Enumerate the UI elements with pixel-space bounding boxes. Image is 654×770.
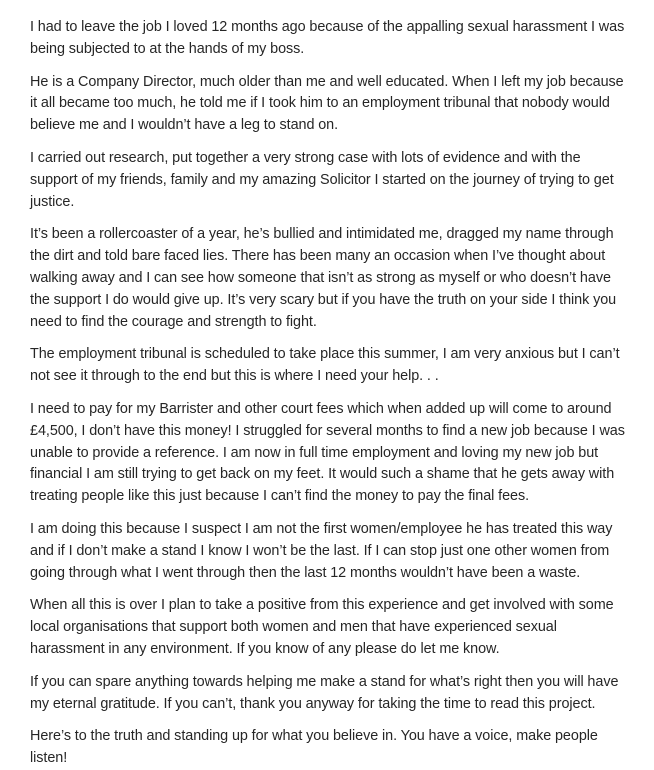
paragraph-10: Here’s to the truth and standing up for what you believe in. You have a voice, make people listen! — [30, 728, 602, 767]
paragraph-6: I need to pay for my Barrister and other court fees which when added up will come to around £4,500, I don’t have this money! I struggled for several months to find a new job because I was unable to provide a reference. I am now in full time employment and loving my new job but financial I am still trying to get back on my feet. It would such a shame that he gets away with treating people like this just because I can’t find the money to pay the final fees. — [30, 400, 629, 505]
paragraph-7: I am doing this because I suspect I am not the first women/employee he has treated this way and if I don’t make a stand I know I won’t be the last. If I can stop just one other women from going through what I went through then the last 12 months wouldn’t have been a waste. — [30, 520, 617, 581]
paragraph-2: He is a Company Director, much older than me and well educated. When I left my job because it all became too much, he told me if I took him to an employment tribunal that nobody would believe me and I wouldn’t have a leg to stand on. — [30, 73, 628, 134]
document-body — [30, 17, 629, 770]
paragraph-3: I carried out research, put together a very strong case with lots of evidence and with the support of my friends, family and my amazing Solicitor I started on the journey of trying to get justice. — [30, 149, 618, 210]
paragraph-4: It’s been a rollercoaster of a year, he’s bullied and intimidated me, dragged my name through the dirt and told bare faced lies. There has been many an occasion when I’ve thought about walking away and I can see how someone that isn’t as strong as myself or who doesn’t have the support I do would give up. It’s very scary but if you have the truth on your side I think you need to find the courage and strength to fight. — [30, 226, 620, 330]
paragraph-5: The employment tribunal is scheduled to take place this summer, I am very anxious but I can’t not see it through to the end but this is where I need your help. . . — [30, 346, 624, 385]
paragraph-9: If you can spare anything towards helping me make a stand for what’s right then you will have my eternal gratitude. If you can’t, thank you anyway for taking the time to read this project. — [30, 673, 623, 712]
paragraph-1: I had to leave the job I loved 12 months ago because of the appalling sexual harassment I was being subjected to at the hands of my boss. — [30, 19, 629, 57]
paragraph-8: When all this is over I plan to take a positive from this experience and get involved with some local organisations that support both women and men that have experienced sexual harassment in any environment. If you know of any please do let me know. — [30, 597, 618, 657]
